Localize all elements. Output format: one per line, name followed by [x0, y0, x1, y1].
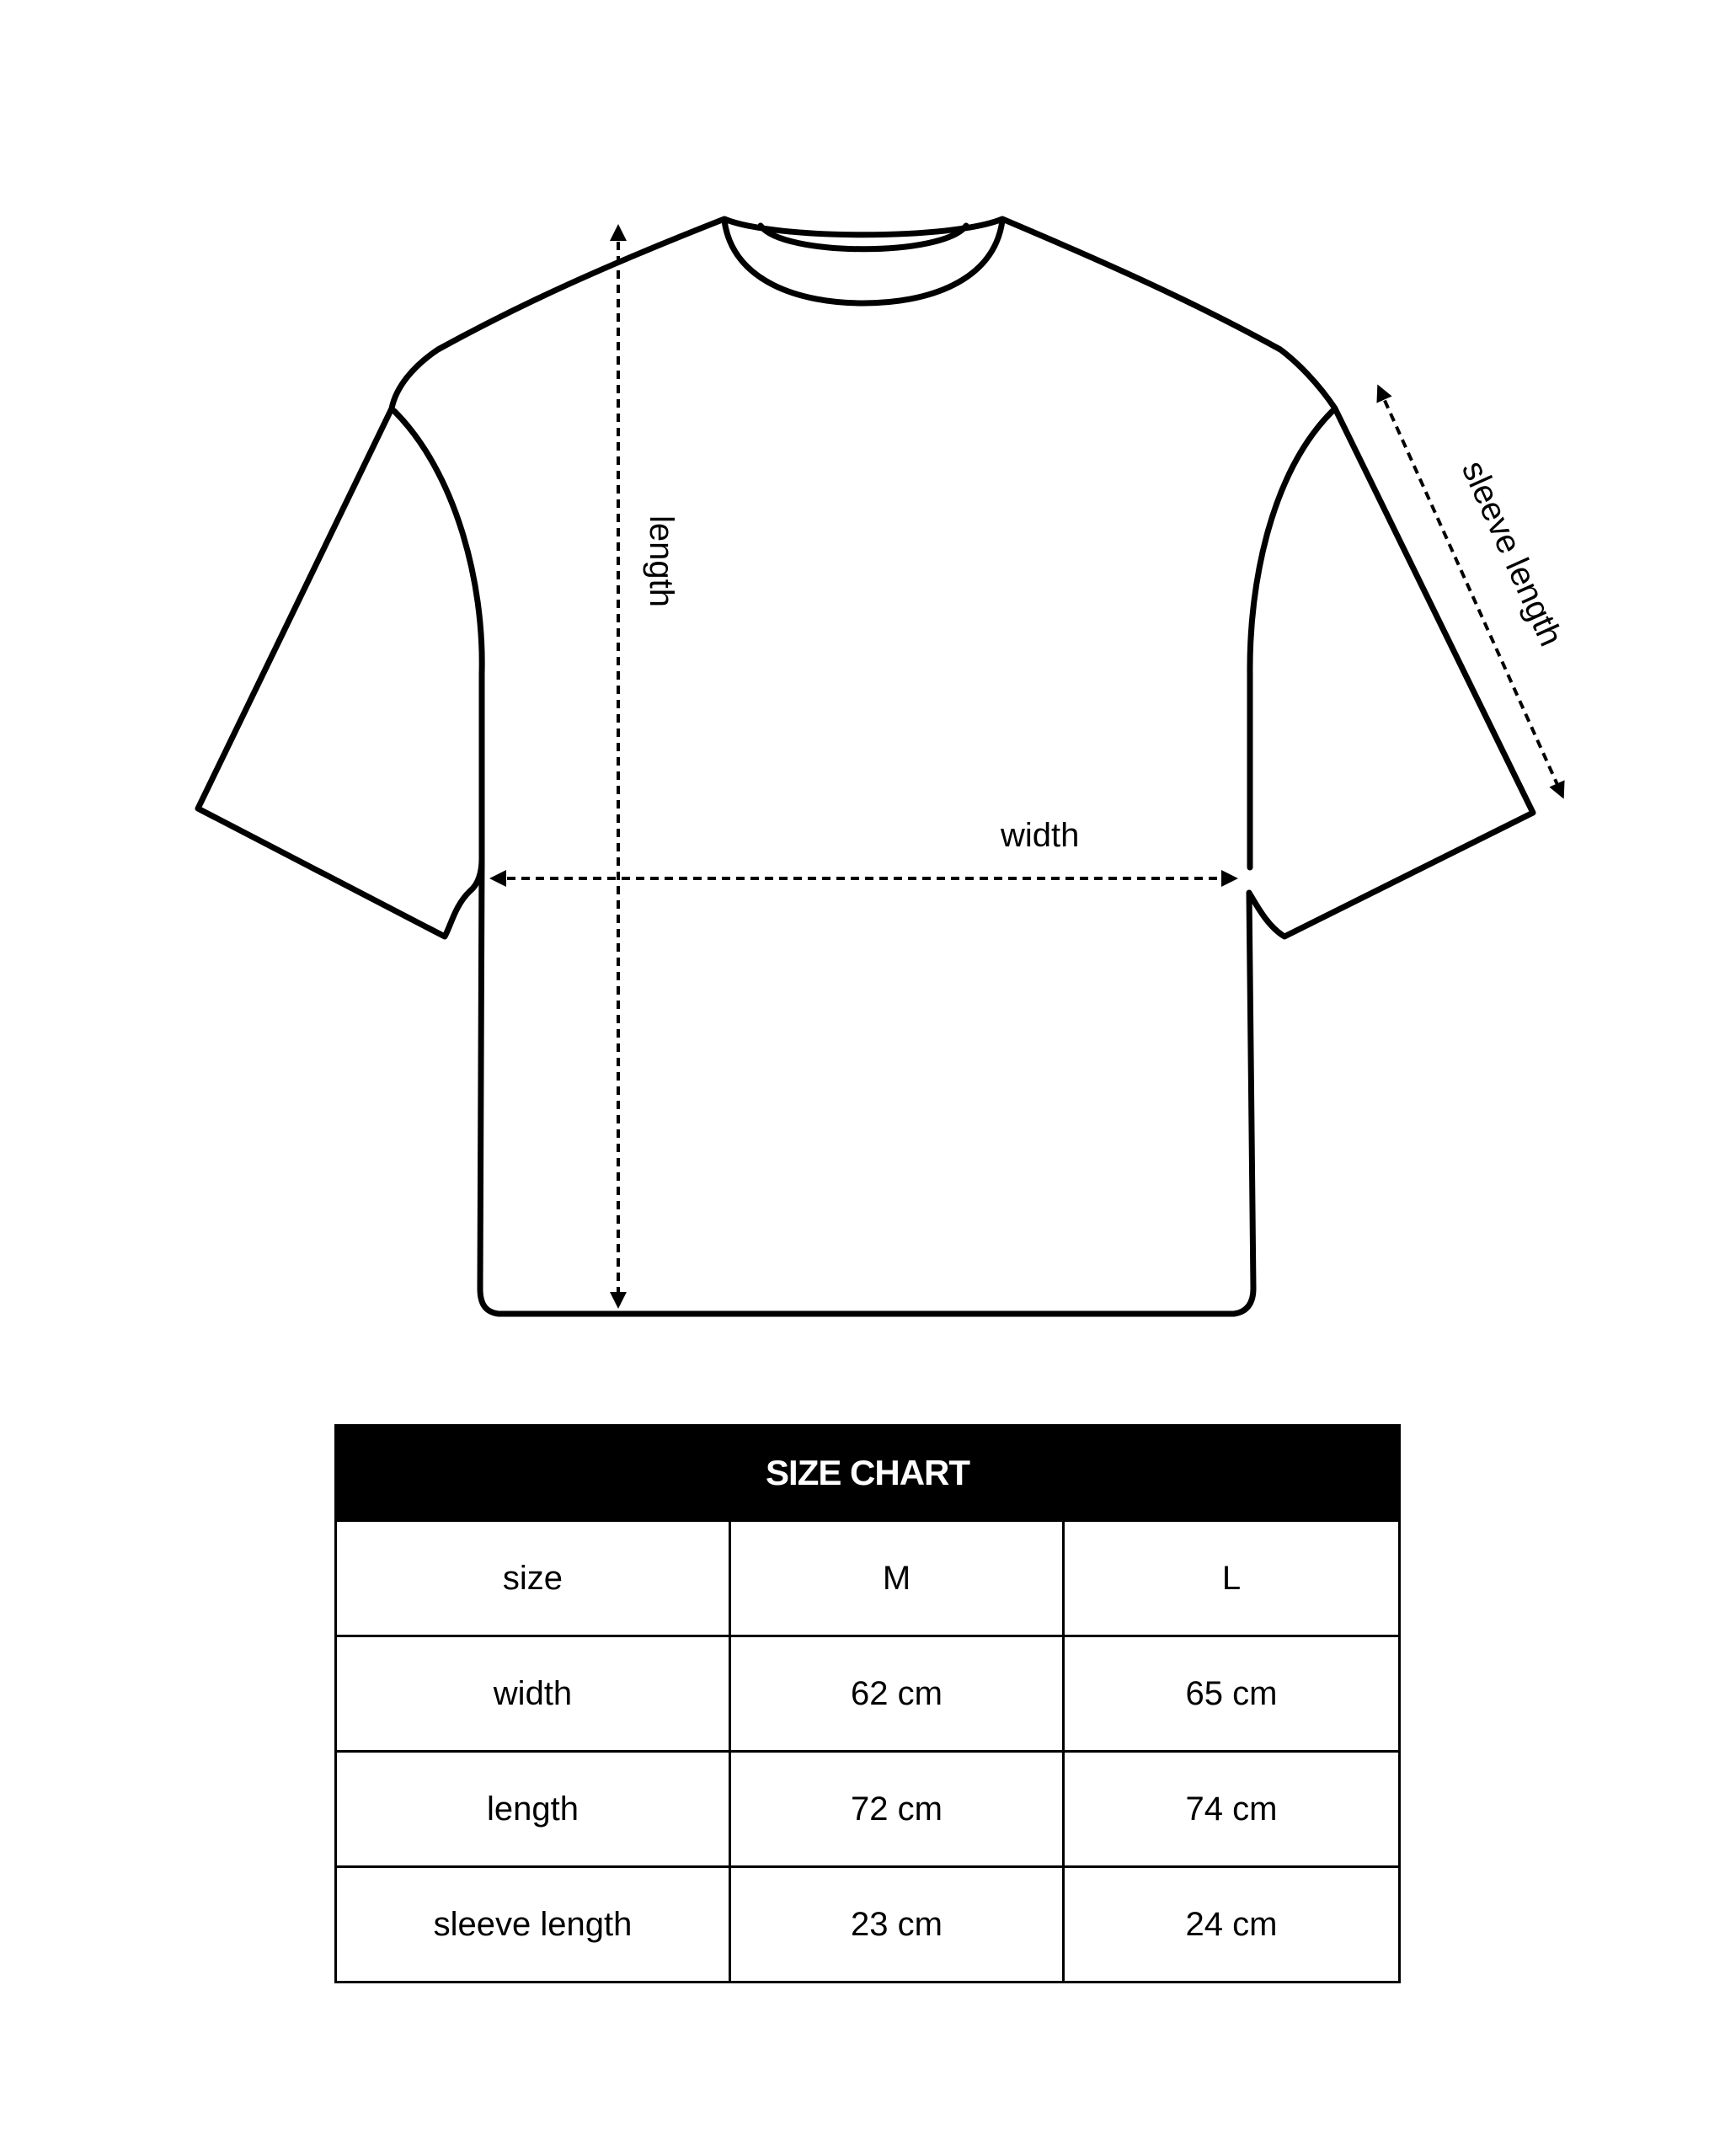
table-row	[336, 1752, 1400, 1867]
table-row	[336, 1636, 1400, 1752]
value-cell: 74 cm	[1064, 1752, 1400, 1867]
length-label: length	[643, 515, 680, 607]
header-cell: L	[1064, 1521, 1400, 1636]
width-label: width	[1001, 817, 1080, 854]
size-chart-title: SIZE CHART	[336, 1426, 1400, 1521]
tshirt-outline	[198, 219, 1533, 1314]
size-chart-title-row	[336, 1426, 1400, 1521]
value-cell: 72 cm	[730, 1752, 1064, 1867]
sleeve-length-label: sleeve length	[1454, 455, 1570, 652]
row-label-cell: length	[336, 1752, 730, 1867]
table-row	[336, 1867, 1400, 1983]
row-label-cell: sleeve length	[336, 1867, 730, 1983]
value-cell: 65 cm	[1064, 1636, 1400, 1752]
value-cell: 62 cm	[730, 1636, 1064, 1752]
table-header-row	[336, 1521, 1400, 1636]
header-cell: M	[730, 1521, 1064, 1636]
value-cell: 24 cm	[1064, 1867, 1400, 1983]
value-cell: 23 cm	[730, 1867, 1064, 1983]
row-label-cell: width	[336, 1636, 730, 1752]
size-chart-table	[334, 1424, 1401, 1983]
header-cell: size	[336, 1521, 730, 1636]
